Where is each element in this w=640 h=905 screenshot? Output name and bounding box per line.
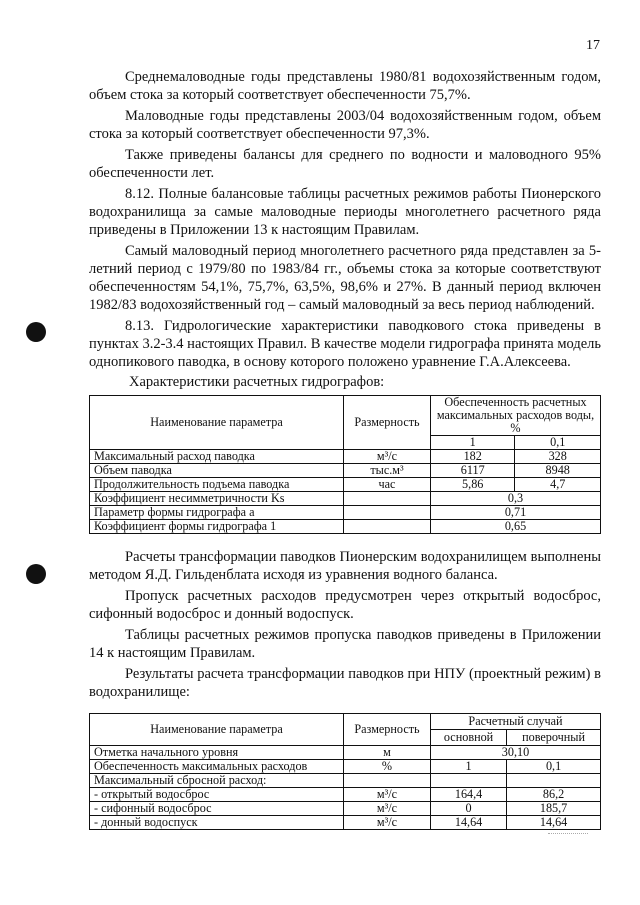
value-1: 164,4 — [431, 788, 507, 802]
param-name: - открытый водосброс — [90, 788, 344, 802]
merged-value: 0,71 — [431, 506, 601, 520]
value-2: 0,1 — [507, 760, 601, 774]
param-name: - донный водоспуск — [90, 816, 344, 830]
flood-results-table — [89, 713, 601, 830]
scan-artifact — [548, 833, 588, 835]
hydrograph-table — [89, 395, 601, 534]
paragraph: 8.12. Полные балансовые таблицы расчетных режимов работы Пионерского водохранилища за самые маловодные периоды многолетнего расчетного ряда приведены в Приложении 13 к настоящим Правилам. — [89, 186, 601, 238]
col-header-prob-2: 0,1 — [515, 436, 601, 450]
value-2: 14,64 — [507, 816, 601, 830]
table-row — [90, 774, 601, 788]
punch-hole — [26, 564, 46, 584]
table-row — [90, 788, 601, 802]
table-row — [90, 506, 601, 520]
table-row — [90, 802, 601, 816]
value-1: 182 — [431, 450, 515, 464]
param-unit: час — [344, 478, 431, 492]
value-2: 185,7 — [507, 802, 601, 816]
paragraph: Таблицы расчетных режимов пропуска паводков приведены в Приложении 14 к настоящим Правилам. — [89, 627, 601, 661]
col-header-unit: Размерность — [344, 396, 431, 450]
paragraph: Пропуск расчетных расходов предусмотрен через открытый водосброс, сифонный водосброс и донный водоспуск. — [89, 588, 601, 622]
col-header-name: Наименование параметра — [90, 396, 344, 450]
paragraph: Расчеты трансформации паводков Пионерским водохранилищем выполнены методом Я.Д. Гильденблата исходя из уравнения водного баланса. — [89, 549, 601, 583]
param-name: Максимальный расход паводка — [90, 450, 344, 464]
value-1: 0 — [431, 802, 507, 816]
value-2: 4,7 — [515, 478, 601, 492]
table-row — [90, 478, 601, 492]
param-name: - сифонный водосброс — [90, 802, 344, 816]
param-name: Отметка начального уровня — [90, 746, 344, 760]
value-2: 8948 — [515, 464, 601, 478]
param-unit: м³/с — [344, 816, 431, 830]
param-unit: м — [344, 746, 431, 760]
paragraph: Самый маловодный период многолетнего расчетного ряда представлен за 5-летний период с 1979/80 по 1983/84 гг., объемы стока за которые соответствуют обеспеченностям 54,1%, 75,7%, 63,5%, 98,6% и 27%. В данный период включен 1982/83 водохозяйственный год – самый маловодный за весь период наблюдений. — [89, 243, 601, 313]
param-name: Объем паводка — [90, 464, 344, 478]
table1-caption: Характеристики расчетных гидрографов: — [129, 374, 385, 390]
param-unit — [344, 492, 431, 506]
param-unit — [344, 506, 431, 520]
col-header-case: Расчетный случай — [431, 714, 601, 730]
param-name: Продолжительность подъема паводка — [90, 478, 344, 492]
value-1: 6117 — [431, 464, 515, 478]
param-unit: м³/с — [344, 788, 431, 802]
param-unit: м³/с — [344, 802, 431, 816]
merged-value: 30,10 — [431, 746, 601, 760]
value-1: 5,86 — [431, 478, 515, 492]
col-header-prob-1: 1 — [431, 436, 515, 450]
document-body — [89, 68, 601, 830]
paragraph: Маловодные годы представлены 2003/04 водохозяйственным годом, объем стока за который соответствует обеспеченности 97,3%. — [89, 108, 601, 142]
paragraph: Результаты расчета трансформации паводков при НПУ (проектный режим) в водохранилище: — [89, 666, 601, 700]
param-unit — [344, 520, 431, 534]
value-2: 86,2 — [507, 788, 601, 802]
table-row — [90, 464, 601, 478]
col-header-case-2: поверочный — [507, 730, 601, 746]
col-header-probability: Обеспеченность расчетных максимальных расходов воды, % — [431, 396, 601, 436]
col-header-name: Наименование параметра — [90, 714, 344, 746]
col-header-unit: Размерность — [344, 714, 431, 746]
table-row — [90, 450, 601, 464]
param-name: Коэффициент формы гидрографа 1 — [90, 520, 344, 534]
col-header-case-1: основной — [431, 730, 507, 746]
table-row — [90, 760, 601, 774]
value-1: 14,64 — [431, 816, 507, 830]
param-name: Обеспеченность максимальных расходов — [90, 760, 344, 774]
param-name: Коэффициент несимметричности Ks — [90, 492, 344, 506]
paragraph: 8.13. Гидрологические характеристики паводкового стока приведены в пунктах 3.2-3.4 настоящих Правил. В качестве модели гидрографа принята модель однопикового паводка, в основу которого положено уравнение Г.А.Алексеева. — [89, 318, 601, 370]
punch-hole — [26, 322, 46, 342]
paragraph: Также приведены балансы для среднего по водности и маловодного 95% обеспеченности лет. — [89, 147, 601, 181]
param-name: Параметр формы гидрографа a — [90, 506, 344, 520]
value-2: 328 — [515, 450, 601, 464]
param-unit: % — [344, 760, 431, 774]
merged-value: 0,3 — [431, 492, 601, 506]
value-1: 1 — [431, 760, 507, 774]
section-label: Максимальный сбросной расход: — [90, 774, 344, 788]
param-unit: тыс.м³ — [344, 464, 431, 478]
table-row — [90, 492, 601, 506]
table-row — [90, 520, 601, 534]
param-unit: м³/с — [344, 450, 431, 464]
merged-value: 0,65 — [431, 520, 601, 534]
table-row — [90, 746, 601, 760]
table-row — [90, 816, 601, 830]
paragraph: Среднемаловодные годы представлены 1980/81 водохозяйственным годом, объем стока за который соответствует обеспеченности 75,7%. — [89, 69, 601, 103]
page-number: 17 — [586, 38, 600, 53]
